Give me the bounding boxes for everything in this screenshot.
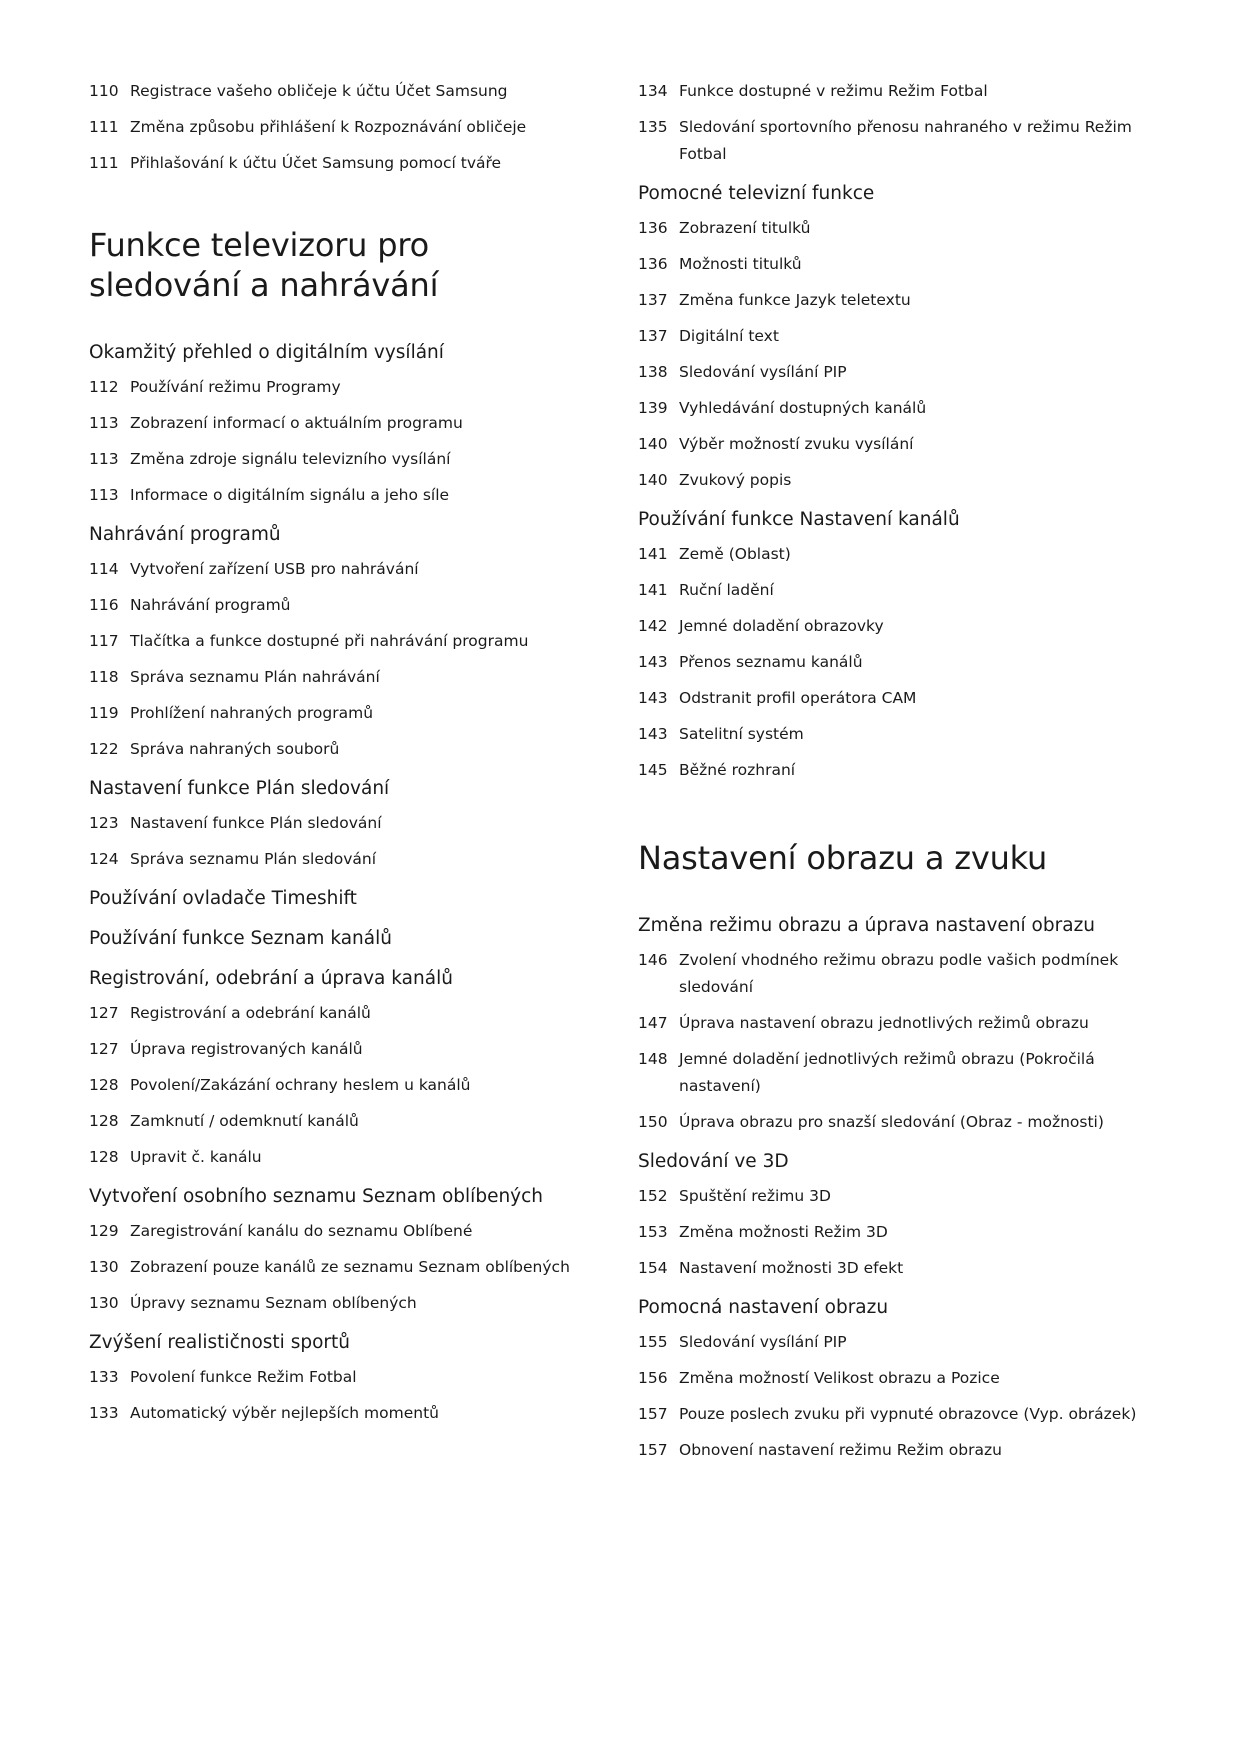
entry-title: Sledování sportovního přenosu nahraného v režimu Režim Fotbal bbox=[679, 118, 1132, 163]
toc-entry[interactable] bbox=[638, 431, 1158, 458]
entry-title: Pouze poslech zvuku při vypnuté obrazovce (Vyp. obrázek) bbox=[679, 1405, 1137, 1423]
page-number: 153 bbox=[638, 1223, 668, 1241]
toc-entry[interactable] bbox=[89, 1218, 589, 1245]
section-subheading[interactable]: Používání funkce Seznam kanálů bbox=[89, 928, 392, 949]
entry-title: Běžné rozhraní bbox=[679, 761, 796, 779]
entry-title: Spuštění režimu 3D bbox=[679, 1187, 831, 1205]
page-number: 152 bbox=[638, 1187, 668, 1205]
entry-title: Změna funkce Jazyk teletextu bbox=[679, 291, 911, 309]
page-number: 127 bbox=[89, 1040, 119, 1058]
entry-title: Přihlašování k účtu Účet Samsung pomocí tváře bbox=[130, 154, 502, 172]
toc-entry[interactable] bbox=[638, 541, 1158, 568]
entry-title: Nahrávání programů bbox=[130, 596, 291, 614]
toc-column-right bbox=[638, 78, 1158, 1473]
page-number: 146 bbox=[638, 951, 668, 969]
entry-title: Sledování vysílání PIP bbox=[679, 1333, 847, 1351]
toc-entry[interactable] bbox=[89, 810, 589, 837]
entry-title: Povolení/Zakázání ochrany heslem u kanálů bbox=[130, 1076, 471, 1094]
toc-entry[interactable] bbox=[89, 446, 589, 473]
page-number: 118 bbox=[89, 668, 119, 686]
page-number: 139 bbox=[638, 399, 668, 417]
section-subheading[interactable]: Používání ovladače Timeshift bbox=[89, 888, 357, 909]
toc-entry[interactable] bbox=[89, 592, 589, 619]
toc-entry[interactable] bbox=[89, 1108, 589, 1135]
entry-title: Úprava registrovaných kanálů bbox=[130, 1040, 363, 1058]
toc-entry[interactable] bbox=[638, 287, 1158, 314]
toc-entry[interactable] bbox=[89, 78, 589, 105]
entry-title: Registrování a odebrání kanálů bbox=[130, 1004, 371, 1022]
entry-title: Změna možností Velikost obrazu a Pozice bbox=[679, 1369, 1000, 1387]
toc-entry[interactable] bbox=[638, 1329, 1158, 1356]
section-subheading[interactable]: Nastavení funkce Plán sledování bbox=[89, 778, 390, 799]
section-subheading[interactable]: Pomocné televizní funkce bbox=[638, 183, 875, 204]
entry-title: Přenos seznamu kanálů bbox=[679, 653, 863, 671]
entry-title: Zobrazení informací o aktuálním programu bbox=[130, 414, 463, 432]
toc-entry[interactable] bbox=[638, 1046, 1158, 1100]
page-number: 143 bbox=[638, 653, 668, 671]
entry-title: Digitální text bbox=[679, 327, 779, 345]
chapter-heading: Funkce televizoru pro sledování a nahrávání bbox=[89, 226, 439, 304]
toc-entry[interactable] bbox=[638, 323, 1158, 350]
toc-entry[interactable] bbox=[638, 78, 1158, 105]
page-number: 141 bbox=[638, 545, 668, 563]
toc-entry[interactable] bbox=[638, 1401, 1158, 1428]
page-number: 154 bbox=[638, 1259, 668, 1277]
page-number: 114 bbox=[89, 560, 119, 578]
toc-entry[interactable] bbox=[638, 947, 1158, 1001]
toc-entry[interactable] bbox=[638, 649, 1158, 676]
toc-entry[interactable] bbox=[89, 410, 589, 437]
entry-title: Zaregistrování kanálu do seznamu Oblíbené bbox=[130, 1222, 473, 1240]
section-subheading[interactable]: Nahrávání programů bbox=[89, 524, 281, 545]
toc-entry[interactable] bbox=[89, 114, 589, 141]
toc-entry[interactable] bbox=[638, 1219, 1158, 1246]
section-subheading[interactable]: Registrování, odebrání a úprava kanálů bbox=[89, 968, 453, 989]
toc-entry[interactable] bbox=[89, 1036, 589, 1063]
section-subheading[interactable]: Zvýšení realističnosti sportů bbox=[89, 1332, 350, 1353]
page-number: 157 bbox=[638, 1405, 668, 1423]
page-number: 138 bbox=[638, 363, 668, 381]
toc-entry[interactable] bbox=[638, 1437, 1158, 1464]
page-number: 143 bbox=[638, 689, 668, 707]
page-number: 128 bbox=[89, 1148, 119, 1166]
page-number: 150 bbox=[638, 1113, 668, 1131]
entry-title: Obnovení nastavení režimu Režim obrazu bbox=[679, 1441, 1002, 1459]
section-subheading[interactable]: Používání funkce Nastavení kanálů bbox=[638, 509, 960, 530]
page-number: 134 bbox=[638, 82, 668, 100]
page-number: 111 bbox=[89, 118, 119, 136]
entry-title: Zamknutí / odemknutí kanálů bbox=[130, 1112, 359, 1130]
toc-entry[interactable] bbox=[89, 1290, 589, 1317]
entry-title: Výběr možností zvuku vysílání bbox=[679, 435, 914, 453]
entry-title: Úprava nastavení obrazu jednotlivých režimů obrazu bbox=[679, 1014, 1089, 1032]
page-number: 123 bbox=[89, 814, 119, 832]
toc-entry[interactable] bbox=[89, 736, 589, 763]
entry-title: Správa nahraných souborů bbox=[130, 740, 340, 758]
entry-title: Používání režimu Programy bbox=[130, 378, 341, 396]
section-subheading[interactable]: Změna režimu obrazu a úprava nastavení obrazu bbox=[638, 915, 1095, 936]
entry-title: Zobrazení titulků bbox=[679, 219, 811, 237]
page-number: 141 bbox=[638, 581, 668, 599]
entry-title: Nastavení funkce Plán sledování bbox=[130, 814, 382, 832]
page-number: 137 bbox=[638, 327, 668, 345]
page-number: 142 bbox=[638, 617, 668, 635]
entry-title: Tlačítka a funkce dostupné při nahrávání programu bbox=[130, 632, 529, 650]
toc-entry[interactable] bbox=[638, 1109, 1158, 1136]
entry-title: Možnosti titulků bbox=[679, 255, 802, 273]
page-number: 112 bbox=[89, 378, 119, 396]
toc-entry[interactable] bbox=[89, 482, 589, 509]
page-number: 156 bbox=[638, 1369, 668, 1387]
entry-title: Satelitní systém bbox=[679, 725, 804, 743]
toc-entry[interactable] bbox=[638, 359, 1158, 386]
toc-entry[interactable] bbox=[638, 577, 1158, 604]
entry-title: Upravit č. kanálu bbox=[130, 1148, 262, 1166]
section-subheading[interactable]: Vytvoření osobního seznamu Seznam oblíbených bbox=[89, 1186, 544, 1207]
toc-entry[interactable] bbox=[638, 215, 1158, 242]
entry-title: Funkce dostupné v režimu Režim Fotbal bbox=[679, 82, 988, 100]
page-number: 124 bbox=[89, 850, 119, 868]
page-number: 136 bbox=[638, 219, 668, 237]
page-number: 111 bbox=[89, 154, 119, 172]
toc-entry[interactable] bbox=[89, 1400, 589, 1427]
page-number: 130 bbox=[89, 1258, 119, 1276]
page-number: 113 bbox=[89, 486, 119, 504]
toc-entry[interactable] bbox=[638, 1365, 1158, 1392]
entry-title: Jemné doladění jednotlivých režimů obrazu (Pokročilá nastavení) bbox=[679, 1050, 1095, 1095]
page-number: 129 bbox=[89, 1222, 119, 1240]
section-subheading[interactable]: Sledování ve 3D bbox=[638, 1151, 789, 1172]
toc-entry[interactable] bbox=[89, 374, 589, 401]
toc-entry[interactable] bbox=[638, 613, 1158, 640]
page-number: 157 bbox=[638, 1441, 668, 1459]
page-number: 145 bbox=[638, 761, 668, 779]
entry-title: Registrace vašeho obličeje k účtu Účet Samsung bbox=[130, 82, 508, 100]
toc-entry[interactable] bbox=[638, 114, 1158, 168]
page-number: 128 bbox=[89, 1112, 119, 1130]
page-number: 136 bbox=[638, 255, 668, 273]
page-number: 128 bbox=[89, 1076, 119, 1094]
entry-title: Změna způsobu přihlášení k Rozpoznávání obličeje bbox=[130, 118, 527, 136]
page-number: 148 bbox=[638, 1050, 668, 1068]
entry-title: Nastavení možnosti 3D efekt bbox=[679, 1259, 904, 1277]
toc-entry[interactable] bbox=[89, 846, 589, 873]
toc-entry[interactable] bbox=[638, 1183, 1158, 1210]
toc-entry[interactable] bbox=[638, 251, 1158, 278]
entry-title: Úpravy seznamu Seznam oblíbených bbox=[130, 1294, 417, 1312]
toc-entry[interactable] bbox=[638, 1010, 1158, 1037]
toc-entry[interactable] bbox=[89, 556, 589, 583]
toc-entry[interactable] bbox=[89, 664, 589, 691]
entry-title: Změna zdroje signálu televizního vysílání bbox=[130, 450, 451, 468]
page-number: 110 bbox=[89, 82, 119, 100]
entry-title: Správa seznamu Plán nahrávání bbox=[130, 668, 380, 686]
page-number: 137 bbox=[638, 291, 668, 309]
entry-title: Jemné doladění obrazovky bbox=[679, 617, 884, 635]
page-number: 147 bbox=[638, 1014, 668, 1032]
entry-title: Informace o digitálním signálu a jeho síle bbox=[130, 486, 450, 504]
page-number: 113 bbox=[89, 414, 119, 432]
entry-title: Vyhledávání dostupných kanálů bbox=[679, 399, 927, 417]
entry-title: Zvolení vhodného režimu obrazu podle vašich podmínek sledování bbox=[679, 951, 1119, 996]
toc-entry[interactable] bbox=[89, 700, 589, 727]
page-number: 117 bbox=[89, 632, 119, 650]
page-number: 130 bbox=[89, 1294, 119, 1312]
entry-title: Vytvoření zařízení USB pro nahrávání bbox=[130, 560, 419, 578]
toc-entry[interactable] bbox=[638, 1255, 1158, 1282]
toc-entry[interactable] bbox=[638, 685, 1158, 712]
toc-entry[interactable] bbox=[638, 721, 1158, 748]
toc-entry[interactable] bbox=[89, 1254, 589, 1281]
section-subheading[interactable]: Pomocná nastavení obrazu bbox=[638, 1297, 889, 1318]
entry-title: Povolení funkce Režim Fotbal bbox=[130, 1368, 357, 1386]
toc-entry[interactable] bbox=[89, 1072, 589, 1099]
page-number: 133 bbox=[89, 1404, 119, 1422]
toc-entry[interactable] bbox=[638, 757, 1158, 784]
section-subheading[interactable]: Okamžitý přehled o digitálním vysílání bbox=[89, 342, 444, 363]
toc-entry[interactable] bbox=[89, 1000, 589, 1027]
page-number: 140 bbox=[638, 471, 668, 489]
page-number: 133 bbox=[89, 1368, 119, 1386]
page-number: 122 bbox=[89, 740, 119, 758]
page-number: 116 bbox=[89, 596, 119, 614]
entry-title: Prohlížení nahraných programů bbox=[130, 704, 374, 722]
toc-entry[interactable] bbox=[89, 1364, 589, 1391]
toc-entry[interactable] bbox=[89, 628, 589, 655]
entry-title: Správa seznamu Plán sledování bbox=[130, 850, 377, 868]
entry-title: Sledování vysílání PIP bbox=[679, 363, 847, 381]
page-number: 113 bbox=[89, 450, 119, 468]
toc-entry[interactable] bbox=[638, 395, 1158, 422]
page-number: 143 bbox=[638, 725, 668, 743]
page-number: 140 bbox=[638, 435, 668, 453]
entry-title: Změna možnosti Režim 3D bbox=[679, 1223, 888, 1241]
toc-entry[interactable] bbox=[89, 1144, 589, 1171]
entry-title: Odstranit profil operátora CAM bbox=[679, 689, 917, 707]
page-number: 135 bbox=[638, 118, 668, 136]
entry-title: Zvukový popis bbox=[679, 471, 792, 489]
toc-entry[interactable] bbox=[638, 467, 1158, 494]
toc-entry[interactable] bbox=[89, 150, 589, 177]
page-number: 127 bbox=[89, 1004, 119, 1022]
toc-column-left bbox=[89, 78, 589, 1436]
entry-title: Úprava obrazu pro snazší sledování (Obraz - možnosti) bbox=[679, 1113, 1104, 1131]
entry-title: Zobrazení pouze kanálů ze seznamu Seznam oblíbených bbox=[130, 1258, 570, 1276]
page-number: 119 bbox=[89, 704, 119, 722]
entry-title: Automatický výběr nejlepších momentů bbox=[130, 1404, 439, 1422]
entry-title: Ruční ladění bbox=[679, 581, 774, 599]
entry-title: Země (Oblast) bbox=[679, 545, 791, 563]
page-number: 155 bbox=[638, 1333, 668, 1351]
chapter-heading: Nastavení obrazu a zvuku bbox=[638, 839, 1048, 877]
